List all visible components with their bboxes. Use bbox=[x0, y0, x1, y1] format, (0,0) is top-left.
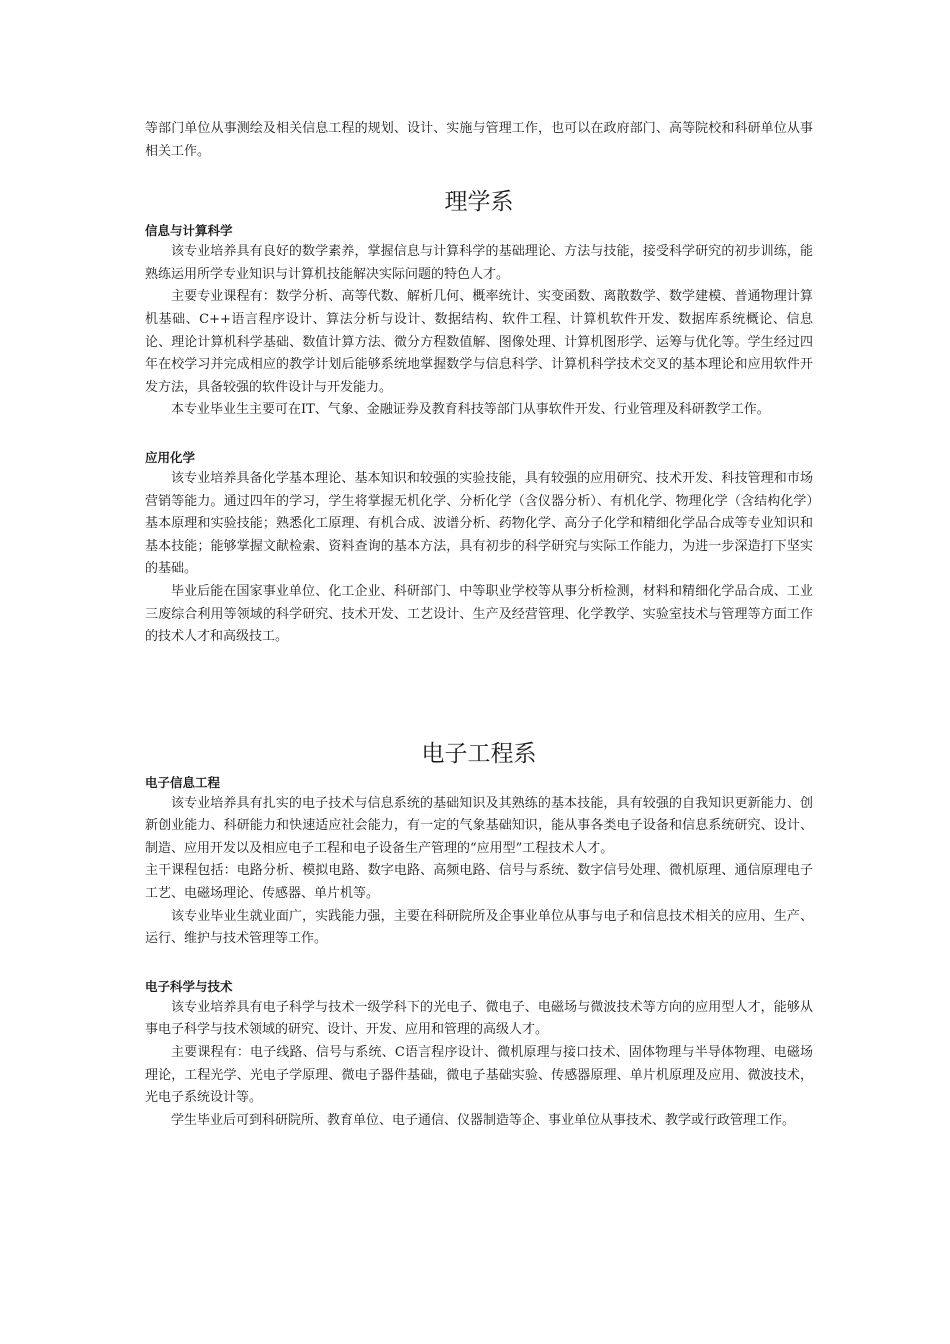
major-paragraph: 主干课程包括：电路分析、模拟电路、数字电路、高频电路、信号与系统、数字信号处理、微机原理、通信原理电子工艺、电磁场理论、传感器、单片机等。 bbox=[145, 863, 813, 902]
major-electronic-info-eng bbox=[145, 773, 813, 951]
major-paragraph: 该专业毕业生就业面广，实践能力强，主要在科研院所及企事业单位从事与电子和信息技术相关的应用、生产、运行、维护与技术管理等工作。 bbox=[145, 908, 813, 947]
major-paragraph: 主要专业课程有：数学分析、高等代数、解析几何、概率统计、实变函数、离散数学、数学建模、普通物理计算机基础、C++语言程序设计、算法分析与设计、数据结构、软件工程、计算机软件开发、数据库系统概论、信息论、理论计算机科学基础、数值计算方法、微分方程数值解、图像处理、计算机图形学、运筹与优化等。学生经过四年在校学习并完成相应的教学计划后能够系统地掌握数学与信息科学、计算机科学技术交叉的基本理论和应用软件开发方法，具备较强的软件设计与开发能力。 bbox=[145, 289, 813, 395]
section-spacer bbox=[145, 422, 813, 448]
major-electronic-sci-tech bbox=[145, 977, 813, 1133]
major-paragraph: 本专业毕业生主要可在IT、气象、金融证券及教育科技等部门从事软件开发、行业管理及科研教学工作。 bbox=[171, 402, 770, 418]
section-spacer bbox=[145, 951, 813, 977]
major-paragraph: 该专业培养具有良好的数学素养，掌握信息与计算科学的基础理论、方法与技能，接受科学研究的初步训练，能熟练运用所学专业知识与计算机技能解决实际问题的特色人才。 bbox=[145, 244, 813, 282]
major-heading: 电子信息工程 bbox=[145, 774, 221, 790]
major-applied-chemistry bbox=[145, 448, 813, 649]
ee-dept-title: 电子工程系 bbox=[421, 740, 537, 767]
major-paragraph: 主要课程有：电子线路、信号与系统、C语言程序设计、微机原理与接口技术、固体物理与半导体物理、电磁场理论，工程光学、光电子学原理、微电子器件基础，微电子基础实验、传感器原理、单片机原理及应用、微波技术，光电子系统设计等。 bbox=[145, 1045, 813, 1106]
major-paragraph: 该专业培养具有电子科学与技术一级学科下的光电子、微电子、电磁场与微波技术等方向的应用型人才，能够从事电子科学与技术领域的研究、设计、开发、应用和管理的高级人才。 bbox=[145, 999, 813, 1038]
major-paragraph: 该专业培养具有扎实的电子技术与信息系统的基础知识及其熟练的基本技能，具有较强的自我知识更新能力、创新创业能力、科研能力和快速适应社会能力，有一定的气象基础知识，能从事各类电子设备和信息系统研究、设计、制造、应用开发以及相应电子工程和电子设备生产管理的“应用型”工程技术人才。 bbox=[145, 795, 813, 856]
major-paragraph: 学生毕业后可到科研院所、教育单位、电子通信、仪器制造等企、事业单位从事技术、教学或行政管理工作。 bbox=[171, 1112, 796, 1128]
major-paragraph: 该专业培养具备化学基本理论、基本知识和较强的实验技能，具有较强的应用研究、技术开发、科技管理和市场营销等能力。通过四年的学习，学生将掌握无机化学、分析化学（含仪器分析）、有机化学、物理化学（含结构化学）基本原理和实验技能；熟悉化工原理、有机合成、波谱分析、药物化学、高分子化学和精细化学品合成等专业知识和基本技能；能够掌握文献检索、资料查询的基本方法，具有初步的科学研究与实际工作能力，为进一步深造打下坚实的基础。 bbox=[145, 470, 813, 577]
major-paragraph: 毕业后能在国家事业单位、化工企业、科研部门、中等职业学校等从事分析检测，材料和精细化学品合成、工业三废综合利用等领域的科学研究、技术开发、工艺设计、生产及经营管理、化学教学、实验室技术与管理等方面工作的技术人才和高级技工。 bbox=[145, 583, 813, 645]
major-heading: 电子科学与技术 bbox=[145, 978, 233, 994]
section-spacer bbox=[145, 649, 813, 739]
document-page bbox=[145, 118, 813, 1132]
major-heading: 应用化学 bbox=[145, 449, 196, 465]
major-info-computing bbox=[145, 221, 813, 422]
science-dept-title: 理学系 bbox=[444, 189, 514, 216]
intro-paragraph: 等部门单位从事测绘及相关信息工程的规划、设计、实施与管理工作，也可以在政府部门、高等院校和科研单位从事相关工作。 bbox=[145, 121, 813, 159]
major-heading: 信息与计算科学 bbox=[145, 223, 233, 239]
